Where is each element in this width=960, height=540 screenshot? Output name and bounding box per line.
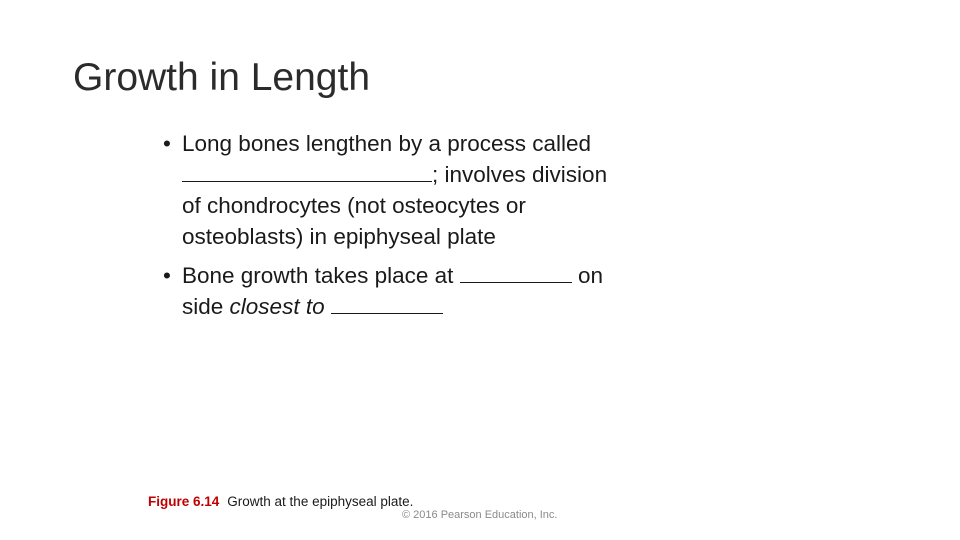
fill-in-blank [182, 159, 432, 182]
copyright-notice: © 2016 Pearson Education, Inc. [402, 509, 558, 521]
bullet-list [160, 128, 680, 330]
bullet-1-line-4: osteoblasts) in epiphyseal plate [182, 224, 496, 249]
bullet-2-emphasis: closest to [229, 294, 325, 319]
figure-caption [148, 494, 413, 509]
fill-in-blank [460, 260, 572, 283]
bullet-2-line-2-start: side [182, 294, 224, 319]
bullet-item-2 [160, 260, 680, 322]
slide-title: Growth in Length [73, 56, 371, 99]
bullet-item-1 [160, 128, 680, 252]
figure-label: Figure 6.14 [148, 494, 220, 509]
bullet-icon: • [163, 263, 171, 288]
fill-in-blank [331, 291, 443, 314]
bullet-1-line-1: Long bones lengthen by a process called [182, 131, 592, 156]
bullet-1-after-blank: ; involves division [432, 162, 608, 187]
figure-caption-text: Growth at the epiphyseal plate. [227, 494, 414, 509]
bullet-icon: • [163, 131, 171, 156]
bullet-2-before-blank: Bone growth takes place at [182, 263, 454, 288]
bullet-1-line-3: of chondrocytes (not osteocytes or [182, 193, 526, 218]
bullet-2-after-blank: on [577, 263, 603, 288]
